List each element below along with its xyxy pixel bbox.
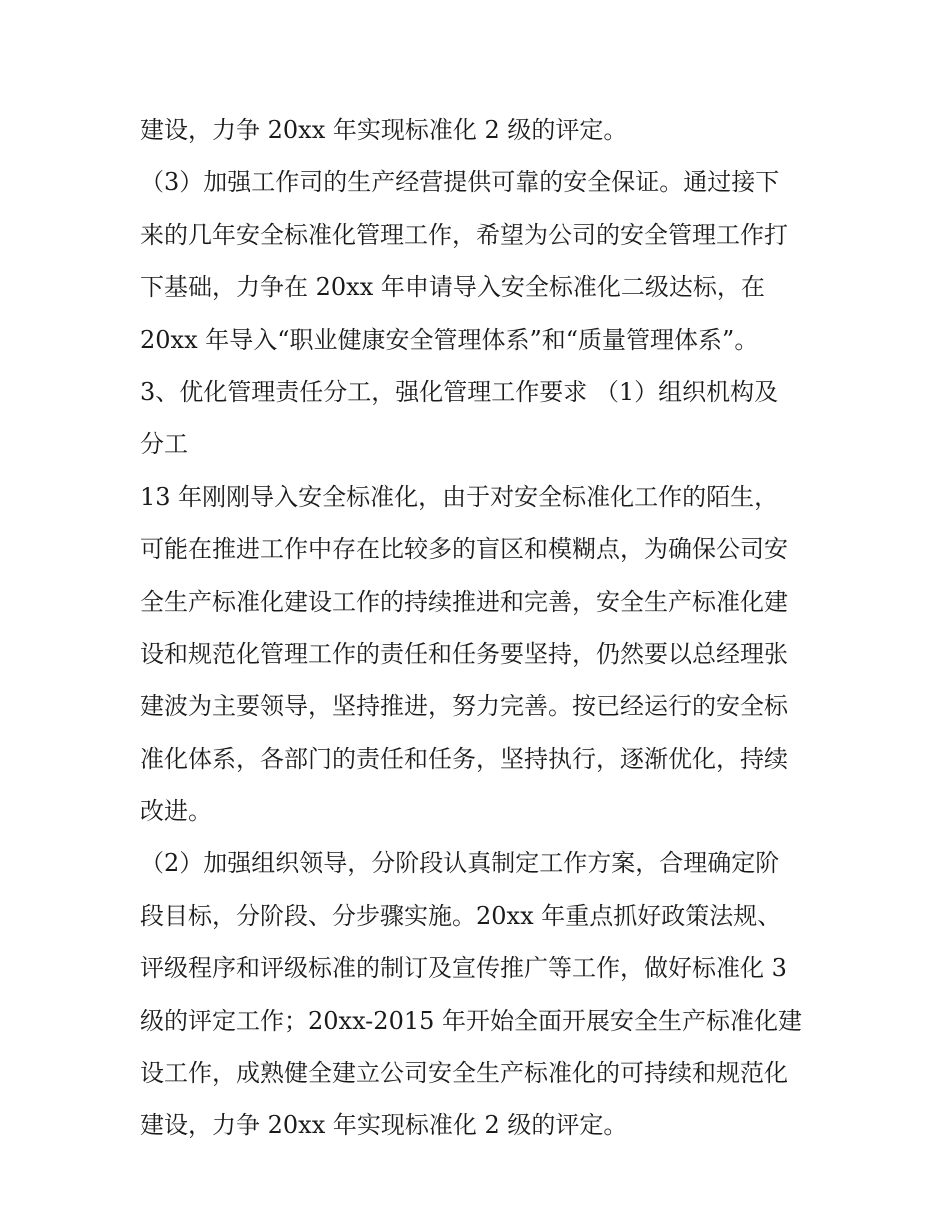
text-line: 建波为主要领导，坚持推进，努力完善。按已经运行的安全标 bbox=[140, 692, 788, 721]
text-line: 改进。 bbox=[140, 797, 212, 826]
text-line: 建设，力争 20xx 年实现标准化 2 级的评定。 bbox=[140, 116, 628, 144]
text-line: 级的评定工作；20xx-2015 年开始全面开展安全生产标准化建 bbox=[140, 1006, 803, 1035]
text-line: 评级程序和评级标准的制订及宣传推广等工作，做好标准化 3 bbox=[140, 954, 787, 983]
text-line: 全生产标准化建设工作的持续推进和完善，安全生产标准化建 bbox=[140, 587, 788, 616]
text-line: 下基础，力争在 20xx 年申请导入安全标准化二级达标，在 bbox=[140, 273, 765, 302]
text-line: （3）加强工作司的生产经营提供可靠的安全保证。通过接下 bbox=[140, 168, 780, 197]
text-line: 来的几年安全标准化管理工作，希望为公司的安全管理工作打 bbox=[140, 220, 788, 249]
text-line: 20xx 年导入“职业健康安全管理体系”和“质量管理体系”。 bbox=[140, 325, 759, 354]
body-text bbox=[140, 104, 820, 1152]
text-line: 3、优化管理责任分工，强化管理工作要求 （1）组织机构及 bbox=[140, 377, 779, 406]
text-line: 段目标，分阶段、分步骤实施。20xx 年重点抓好政策法规、 bbox=[140, 901, 782, 930]
text-line: 可能在推进工作中存在比较多的盲区和模糊点，为确保公司安 bbox=[140, 535, 788, 564]
text-line: 设和规范化管理工作的责任和任务要坚持，仍然要以总经理张 bbox=[140, 639, 788, 668]
text-line: 准化体系，各部门的责任和任务，坚持执行，逐渐优化，持续 bbox=[140, 744, 788, 773]
text-line: （2）加强组织领导，分阶段认真制定工作方案，合理确定阶 bbox=[140, 849, 780, 878]
text-line: 建设，力争 20xx 年实现标准化 2 级的评定。 bbox=[140, 1111, 628, 1140]
text-line: 设工作，成熟健全建立公司安全生产标准化的可持续和规范化 bbox=[140, 1059, 788, 1088]
text-line: 分工 bbox=[140, 430, 188, 459]
text-line: 13 年刚刚导入安全标准化，由于对安全标准化工作的陌生， bbox=[140, 482, 779, 511]
